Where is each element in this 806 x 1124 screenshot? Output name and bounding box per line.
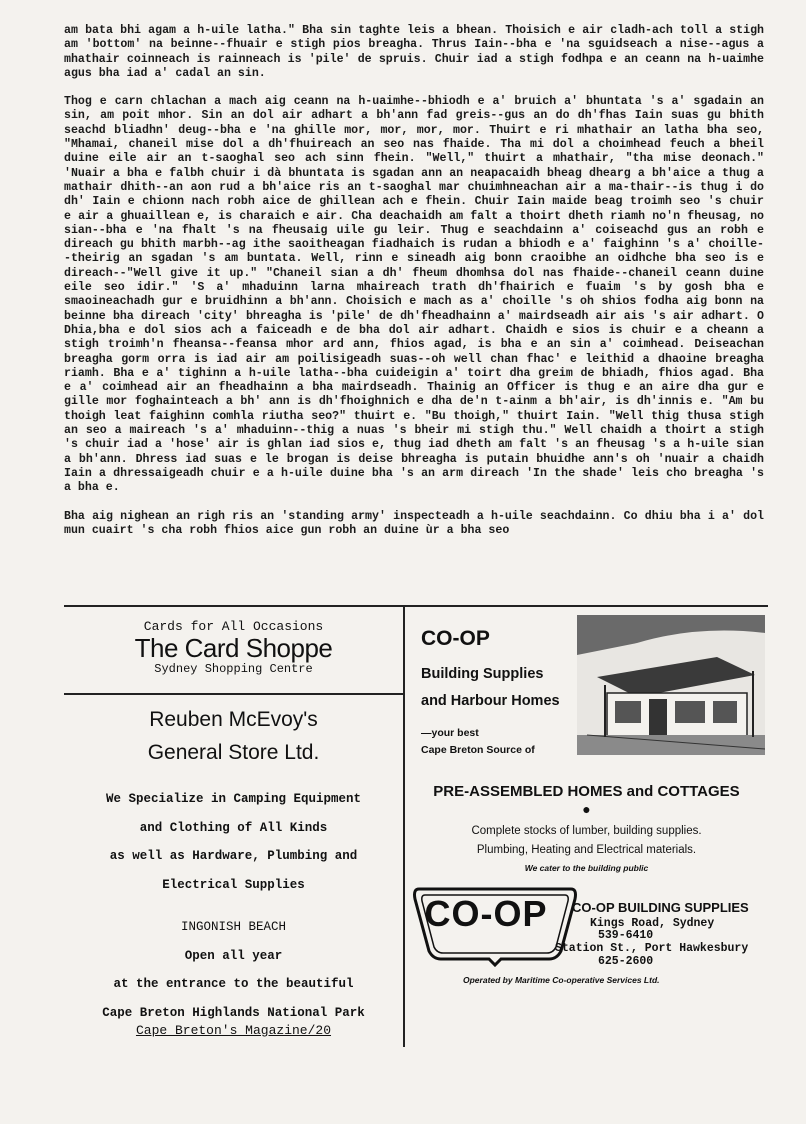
coop-line2: and Harbour Homes: [421, 693, 560, 709]
card-shoppe-ad: [64, 607, 403, 693]
mcevoy-line: We Specialize in Camping Equipment: [105, 792, 362, 806]
divider-horizontal: [64, 693, 403, 695]
story-paragraph-3: Bha aig nighean an righ ris an 'standing army' inspecteadh a h-uile seachdainn. Co dhiu bha i a' dol mun cuairt 's cha robh fhios aice gun robh an duine ùr a bha seo: [64, 509, 764, 537]
story-paragraph-2: Thog e carn chlachan a mach aig ceann na h-uaimhe--bhiodh e a' bruich a' bhuntata 's a' sgadain an sin, am poit mhor. Sin an dol air adhart a bh'ann fad greis--gus an do dh'fhas Iain suas gu bhith seachd bliadhn' deug--bha e 'na ghille mor, mor, mor, mor. Thuirt e ri mhathair an latha bha seo, "Mhamai, chaneil mise dol a dh'fhuireach an seo nas fhaide. Tha mi dol a choimhead feuch a bheil duine eile air an t-saoghal seo ach sinn fhein. "Well," thuirt a mhathair, "tha mise deonach." 'Nuair a bha e falbh chuir i dà bhuntata is sgadan ann an neapacaidh bheag dhearg a bh'aice a thug a mathair dhith--an aon rud a bh'aice ris an t-saoghal mar chuimhneachan air a ma-thair--is thug i do dh' Iain e chionn nach robh aice de ghillean ach e fhein. Chuir Iain maide beag troimh seo 's chuir e air a ghuaillean e, is charaich e air. Cha deachaidh am falt a thoirt dheth riamh no'n fheusag, no sian--bha e 'na fhalt 's na fheusaig uile gu leir. Thug e seachdainn a' coiseachd gus an robh e direach gu bhith marbh--ag ithe saoitheagan fiadhaich is rudan a bhiodh e a' faighinn 's a' choille--theirig an sgadan 's am buntata. Well, rinn e sineadh aig bonn craoibhe an oidhche bha seo is e direach--"Well give it up." "Chaneil sian a dh' fheum dhomhsa dol nas fhaide--chaneil ceann duine eile seo idir." 'S a' mhaduinn larna mhaireach trath dh'fhairich e fuaim 's by gosh bha e smaoineachadh gur e bruidhinn a bh'ann. Choisich e mach as a' choille 's oh shios fodha aig bonn na beinne bha direach 'city' bhreagha is 'pile' de dh'fheadhainn a' mairdseadh air ais 's air adhart. O Dhia,bha e dol sios ach a faiceadh e de bha dol air adhart. Chaidh e sios is chuir e a cheann a stigh troimh'n fheansa--feansa mhor ard ann, fhios agad, is bha e an sin a' coimhead. Deiseachan breagha gorm orra is iad air am poilisigeadh suas--oh well chan fhac' e leithid a dhaoine breagha riamh. Bha e a' tighinn a h-uile latha--bha cuideigin a' toirt dha greim de bhiadh, fhios agad. Bha e a' coimhead air an fheadhainn a bha mairdseadh. Thainig an Officer is thug e an aire dha gur e gille mor foghainteach a bh' ann is dh'fhoighnich e dha de'n t-ainm a bh'air, is dh'innis e. "Am bu thoigh leat faighinn comhla riutha seo?" thuirt e. "Bu thoigh," thuirt Iain. "Well thig thusa stigh an seo a maireach 's a' mhaduinn--thig a nuas 's bheir mi stigh thu." Well chaidh a thoirt a stigh 's chuir iad a 'hose' air is ghlan iad sios e, thug iad dheth am falt 's an fheusag 's a h-uile sian a bh'ann. Dhress iad suas e le brogan is deise bhreagha is putain bhuidhe ann's oh 'nuair a chaidh Iain a dhressaigeadh chuir e a h-uile duine bha 's an arm direach 'In the shade' leis cho breagha 's a bha e.: [64, 95, 764, 495]
coop-best2: Cape Breton Source of: [421, 744, 535, 756]
mcevoy-ad: [64, 703, 403, 1027]
coop-phone-sydney: 539-6410: [598, 929, 654, 942]
coop-stocks2: Plumbing, Heating and Electrical materials.: [476, 844, 697, 856]
coop-stocks: [405, 822, 768, 860]
coop-preassembled: PRE-ASSEMBLED HOMES and COTTAGES: [433, 783, 740, 800]
coop-address-sydney: Kings Road, Sydney: [590, 917, 715, 930]
card-shoppe-tagline: Cards for All Occasions: [143, 619, 324, 634]
mcevoy-line: Electrical Supplies: [162, 877, 305, 892]
advertisements: [64, 607, 768, 1047]
card-shoppe-name: The Card Shoppe: [134, 633, 333, 663]
mcevoy-hours: Open all year: [184, 948, 283, 963]
coop-address-hawkesbury: Station St., Port Hawkesbury: [555, 942, 749, 955]
mcevoy-name-line2: General Store Ltd.: [147, 741, 320, 764]
coop-tagline: [421, 661, 560, 715]
coop-operated: Operated by Maritime Co-operative Services Ltd.: [463, 975, 660, 985]
story-paragraph-1: am bata bhi agam a h-uile latha." Bha sin taghte leis a bhean. Thoisich e air cladh-ach toll a stigh am 'bottom' na beinne--fhuair e stigh pios breagha. Thrus Iain--bha e 'na sguidseach a nise--agus a mhathair coinneach is rainneach is 'pile' de spruis. Chuir iad a stigh fodhpa e an ceann na h-uaimhe agus bha iad a' cadal an sin.: [64, 24, 764, 80]
mcevoy-location: [64, 913, 403, 1027]
mcevoy-name-line1: Reuben McEvoy's: [149, 708, 318, 731]
page-footer: [64, 1023, 403, 1038]
coop-logo-text: CO-OP: [424, 893, 548, 934]
card-shoppe-location: Sydney Shopping Centre: [154, 662, 313, 676]
coop-ad: [405, 607, 768, 1047]
mcevoy-location-line2: Cape Breton Highlands National Park: [102, 1005, 365, 1020]
mcevoy-line: as well as Hardware, Plumbing and: [109, 849, 358, 863]
coop-best1: —your best: [421, 727, 479, 739]
coop-line1: Building Supplies: [421, 666, 544, 682]
story-text: [64, 24, 764, 538]
mcevoy-location-line1: at the entrance to the beautiful: [113, 977, 354, 991]
coop-best: [421, 725, 535, 759]
coop-company: CO-OP BUILDING SUPPLIES: [572, 900, 749, 915]
bullet-icon: ●: [582, 803, 591, 818]
mcevoy-description: [64, 785, 403, 899]
coop-cater: We cater to the building public: [524, 863, 649, 873]
house-illustration: [577, 615, 765, 755]
coop-phone-hawkesbury: 625-2600: [598, 955, 654, 968]
mcevoy-line: and Clothing of All Kinds: [139, 820, 328, 835]
mcevoy-place: INGONISH BEACH: [180, 920, 287, 934]
magazine-page-number: Cape Breton's Magazine/20: [135, 1023, 332, 1038]
coop-brand: CO-OP: [421, 627, 490, 650]
coop-stocks1: Complete stocks of lumber, building supplies.: [471, 825, 702, 837]
